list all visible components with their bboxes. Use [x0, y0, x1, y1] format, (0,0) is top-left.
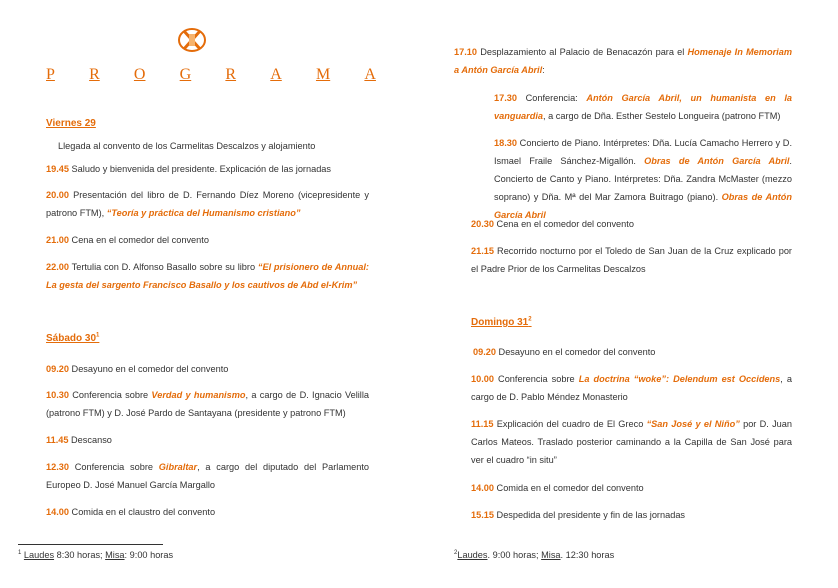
schedule-item: 20.00 Presentación del libro de D. Fernando Díez Moreno (vicepresidente y patrono FTM), “Teoría y práctica del Humanismo cristiano” — [46, 190, 369, 218]
time: 12.30 — [46, 462, 69, 472]
schedule-item: 10.00 Conferencia sobre La doctrina “woke”: Delendum est Occidens, a cargo de D. Pablo Méndez Monasterio — [471, 374, 793, 402]
day-heading-sunday: Domingo $31^2$ — [471, 316, 532, 328]
time: 21.00 — [46, 235, 69, 245]
schedule-item: 14.00 Comida en el comedor del convento — [471, 483, 644, 493]
time: 09.20 — [473, 347, 496, 357]
schedule-item: 21.15 Recorrido nocturno por el Toledo de San Juan de la Cruz explicado por el Padre Prior de los Carmelitas Descalzos — [471, 246, 792, 274]
title-letter: A — [270, 66, 282, 83]
title-letter: O — [133, 66, 146, 83]
time: 17.30 — [494, 93, 517, 103]
schedule-item: 17.10 Desplazamiento al Palacio de Benacazón para el Homenaje In Memoriam a Antón García Abril: — [454, 47, 792, 75]
cross-emblem-logo — [177, 27, 207, 53]
schedule-item: 14.00 Comida en el claustro del convento — [46, 507, 216, 517]
schedule-item: Llegada al convento de los Carmelitas Descalzos y alojamiento — [58, 141, 316, 151]
schedule-item: 19.45 Saludo y bienvenida del presidente. Explicación de las jornadas — [46, 164, 332, 174]
time: 14.00 — [471, 483, 494, 493]
schedule-item: 15.15 Despedida del presidente y fin de las jornadas — [471, 510, 686, 520]
time: 20.30 — [471, 219, 494, 229]
time: 20.00 — [46, 190, 69, 200]
day-heading-friday: Viernes 29 — [46, 118, 96, 129]
time: 21.15 — [471, 246, 494, 256]
schedule-item: 21.00 Cena en el comedor del convento — [46, 235, 209, 245]
time: 15.15 — [471, 510, 494, 520]
time: 10.30 — [46, 390, 69, 400]
schedule-item: 10.30 Conferencia sobre Verdad y humanismo, a cargo de D. Ignacio Velilla (patrono FTM) y D. José Pardo de Santayana (presidente y patrono FTM) — [46, 390, 369, 418]
time: 18.30 — [494, 138, 517, 148]
title-letter: R — [89, 66, 100, 83]
time: 11.15 — [471, 419, 494, 429]
schedule-item: 22.00 Tertulia con D. Alfonso Basallo sobre su libro “El prisionero de Annual: La gesta del sargento Francisco Basallo y los cautivos de Abd el-Krim” — [46, 262, 369, 290]
time: 22.00 — [46, 262, 69, 272]
title-letter: R — [225, 66, 237, 83]
schedule-item: 18.30 Concierto de Piano. Intérpretes: Dña. Lucía Camacho Herrero y D. Ismael Fraile Sánchez-Migallón. Obras de Antón García Abril. Concierto de Canto y Piano. Intérpretes: Dña. Zandra McMaster (mezzo soprano) y Dña. Mª del Mar Zamora Buitrago (piano). Obras de Antón García Abril — [494, 138, 792, 220]
time: 17.10 — [454, 47, 477, 57]
schedule-item: 11.15 Explicación del cuadro de El Greco “San José y el Niño” por D. Juan Carlos Mateos. Traslado posterior caminando a la Capilla de San José para ver el cuadro “in situ” — [471, 419, 792, 465]
schedule-item: 11.45 Descanso — [46, 435, 112, 445]
schedule-item: 12.30 Conferencia sobre Gibraltar, a cargo del diputado del Parlamento Europeo D. José Manuel García Margallo — [46, 462, 369, 490]
time: 19.45 — [46, 164, 69, 174]
schedule-item: 09.20 Desayuno en el comedor del convento — [46, 364, 229, 374]
day-heading-saturday: Sábado $30^1$ — [46, 332, 100, 344]
footnote-separator — [18, 544, 163, 545]
title-letter: P — [46, 66, 55, 83]
footnote-1: $^1$ Laudes 8:30 horas; Misa: 9:00 horas — [18, 549, 174, 560]
schedule-item: 09.20 Desayuno en el comedor del convento — [473, 347, 656, 357]
time: 14.00 — [46, 507, 69, 517]
title-letter: A — [364, 66, 376, 83]
time: 11.45 — [46, 435, 69, 445]
schedule-item: 17.30 Conferencia: Antón García Abril, un humanista en la vanguardia, a cargo de Dña. Esther Sestelo Longueira (patrono FTM) — [494, 93, 792, 121]
time: 10.00 — [471, 374, 494, 384]
title-letter: M — [315, 66, 331, 83]
time: 09.20 — [46, 364, 69, 374]
title-letter: G — [179, 66, 192, 83]
footnote-2: $^2$Laudes. 9:00 horas; Misa. 12:30 horas — [454, 549, 615, 560]
page-title — [46, 66, 376, 84]
schedule-item: 20.30 Cena en el comedor del convento — [471, 219, 634, 229]
